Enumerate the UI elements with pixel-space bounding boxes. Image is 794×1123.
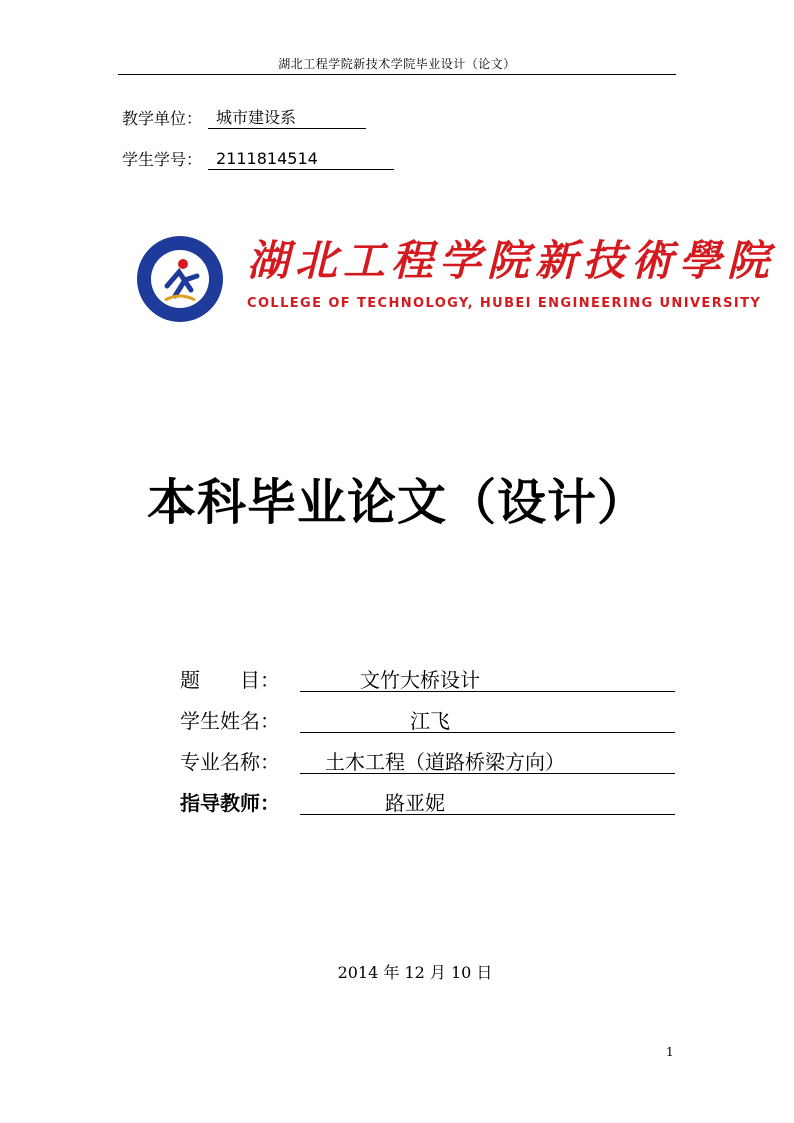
thesis-title: 本科毕业论文（设计） [146,474,647,531]
teaching-unit-value: 城市建设系 [208,107,366,129]
page-header: 湖北工程学院新技术学院毕业设计（论文） [278,57,516,71]
topic-label: 题 目： [180,668,280,692]
topic-underline [300,691,675,692]
advisor-label: 指导教师： [180,791,280,815]
teaching-unit-row [122,106,366,129]
student-id-row [122,147,394,170]
advisor-value: 路亚妮 [385,791,445,815]
student-name-value: 江飞 [410,709,450,733]
major-value: 土木工程（道路桥梁方向） [325,750,565,774]
college-emblem-icon [135,234,225,324]
topic-field [180,664,675,692]
student-name-underline [300,732,675,733]
teaching-unit-label: 教学单位： [122,109,203,128]
major-label: 专业名称： [180,750,280,774]
major-field [180,746,675,774]
student-name-field [180,705,675,733]
logo-title: 湖北工程学院新技術學院 [247,236,776,285]
page-number: 1 [666,1045,674,1059]
student-id-value: 2111814514 [208,148,394,170]
student-name-label: 学生姓名： [180,709,280,733]
header-divider [118,74,676,75]
submission-date: 2014 年 12 月 10 日 [337,963,493,982]
college-logo [135,232,776,324]
advisor-field [180,787,675,815]
advisor-underline [300,814,675,815]
student-id-label: 学生学号： [122,150,203,169]
topic-value: 文竹大桥设计 [360,668,480,692]
logo-subtitle: COLLEGE OF TECHNOLOGY, HUBEI ENGINEERING UNIVERSITY [247,296,762,311]
